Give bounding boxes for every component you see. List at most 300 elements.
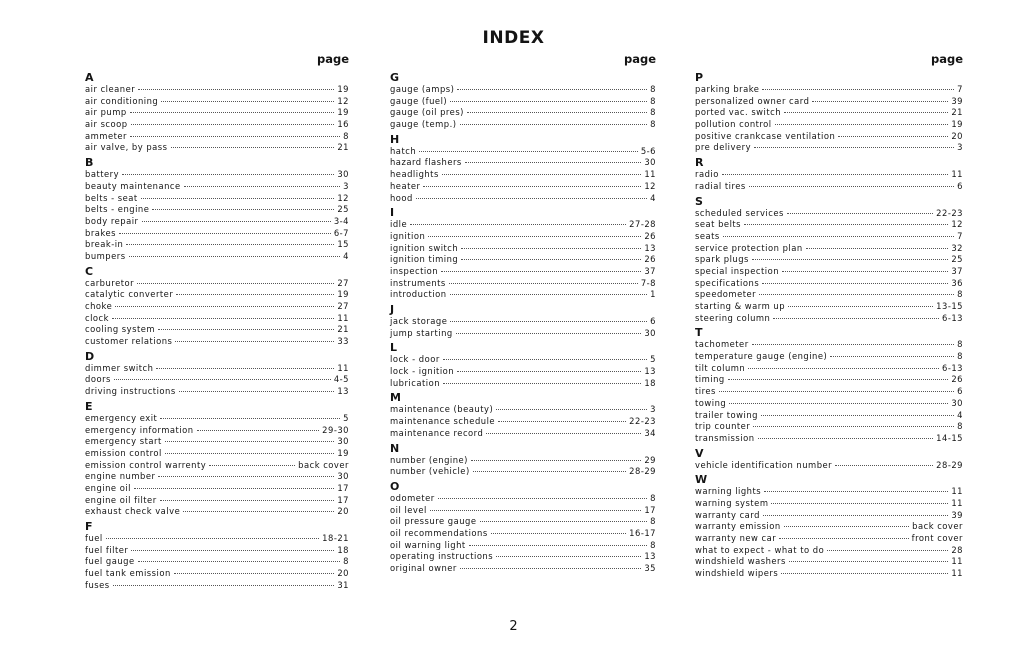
entry-page: 4-5 (333, 374, 349, 385)
entry-label: inspection (390, 265, 439, 276)
index-entry (695, 142, 963, 154)
entry-label: air scoop (85, 119, 128, 130)
entry-page: 6-13 (941, 362, 963, 373)
index-entry (695, 169, 963, 181)
entry-label: fuses (85, 579, 110, 590)
index-entry (85, 568, 349, 580)
dot-leader (744, 224, 948, 225)
section-letter: C (85, 264, 94, 278)
entry-label: gauge (temp.) (390, 119, 457, 130)
index-section (695, 157, 963, 192)
entry-page: 1 (650, 289, 656, 300)
dot-leader (838, 136, 948, 137)
entry-page: 31 (337, 579, 349, 590)
entry-label: clock (85, 312, 110, 323)
dot-leader (764, 491, 948, 492)
entry-label: lock - door (390, 354, 440, 365)
entry-page: 19 (337, 447, 349, 458)
entry-label: emergency exit (85, 412, 158, 423)
index-entry (85, 228, 349, 240)
entry-label: specifications (695, 277, 760, 288)
index-entry (390, 563, 656, 575)
entry-page: 26 (951, 374, 963, 385)
entry-page: 19 (951, 119, 963, 130)
entry-page: 13-15 (936, 301, 963, 311)
dot-leader (784, 526, 909, 527)
entry-label: special inspection (695, 265, 779, 276)
entry-page: 8 (650, 119, 656, 130)
entry-page: 32 (951, 242, 963, 253)
dot-leader (430, 510, 641, 511)
entry-label: starting & warm up (695, 301, 786, 311)
entry-label: beauty maintenance (85, 180, 181, 191)
entry-label: oil warning light (390, 539, 466, 550)
entry-label: gauge (amps) (390, 84, 455, 94)
entry-page: 29-30 (322, 424, 349, 435)
entry-page: 36 (951, 277, 963, 288)
entry-label: radio (695, 169, 719, 180)
entry-page: 17 (337, 494, 349, 505)
entry-page: 20 (337, 506, 349, 517)
index-entry (695, 568, 963, 580)
index-entry (85, 471, 349, 483)
entry-page: 6 (957, 180, 963, 191)
entry-page: 7-8 (640, 277, 656, 288)
entry-page: 12 (337, 192, 349, 203)
entry-label: ignition timing (390, 254, 459, 265)
entry-page: 27 (337, 301, 349, 311)
entry-label: ignition switch (390, 242, 459, 253)
index-section (390, 443, 656, 478)
dot-leader (762, 89, 954, 90)
entry-page: 11 (337, 362, 349, 373)
index-entry (390, 119, 656, 131)
index-entry (85, 483, 349, 495)
index-entry (695, 433, 963, 445)
entry-page: 7 (957, 84, 963, 94)
entry-label: trip counter (695, 421, 751, 432)
entry-page: 27-28 (629, 219, 656, 230)
entry-label: warranty emission (695, 521, 781, 532)
index-entry (695, 131, 963, 143)
index-entry (390, 181, 656, 193)
entry-page: 16 (337, 119, 349, 130)
dot-leader (830, 356, 954, 357)
index-entry (85, 363, 349, 375)
index-entry (390, 278, 656, 290)
index-entry (390, 516, 656, 528)
entry-page: 8 (650, 95, 656, 106)
dot-leader (416, 198, 647, 199)
entry-page: 3-4 (333, 215, 349, 226)
dot-leader (152, 209, 334, 210)
entry-page: 15 (337, 239, 349, 250)
section-letter: A (85, 71, 94, 84)
dot-leader (749, 186, 954, 187)
index-entry (695, 231, 963, 243)
index-entry (85, 204, 349, 216)
dot-leader (410, 224, 626, 225)
index-section (695, 448, 963, 472)
entry-page: 20 (337, 568, 349, 579)
index-entry (695, 266, 963, 278)
entry-label: number (vehicle) (390, 466, 470, 477)
entry-page: back cover (912, 521, 963, 532)
index-section (695, 196, 963, 325)
entry-page: 25 (337, 204, 349, 215)
dot-leader (442, 174, 641, 175)
entry-label: oil recommendations (390, 527, 488, 538)
entry-label: pre delivery (695, 142, 752, 153)
entry-page: 27 (337, 277, 349, 288)
entry-label: seats (695, 230, 720, 241)
index-section (695, 474, 963, 580)
section-letter: P (695, 71, 704, 84)
dot-leader (728, 379, 949, 380)
entry-page: 4 (343, 250, 349, 261)
dot-leader (758, 438, 934, 439)
dot-leader (428, 236, 641, 237)
dot-leader (775, 124, 949, 125)
dot-leader (441, 271, 641, 272)
dot-leader (160, 418, 340, 419)
dot-leader (773, 318, 939, 319)
entry-page: 3 (343, 180, 349, 191)
entry-page: 17 (337, 482, 349, 493)
index-entry (695, 119, 963, 131)
entry-label: radial tires (695, 180, 746, 191)
index-entry (695, 398, 963, 410)
index-entry (695, 254, 963, 266)
dot-leader (160, 500, 335, 501)
index-section (85, 72, 349, 154)
entry-label: battery (85, 169, 120, 180)
index-entry (695, 410, 963, 422)
index-entry (85, 425, 349, 437)
entry-label: warranty card (695, 509, 760, 520)
entry-label: spark plugs (695, 254, 749, 265)
index-entry (695, 498, 963, 510)
entry-label: windshield wipers (695, 568, 779, 579)
dot-leader (161, 101, 334, 102)
dot-leader (788, 306, 933, 307)
section-letter: D (85, 349, 95, 363)
index-entry (390, 96, 656, 108)
index-entry (85, 460, 349, 472)
entry-page: 6 (650, 316, 656, 326)
entry-page: 28-29 (936, 459, 963, 470)
dot-leader (138, 561, 341, 562)
entry-page: 17 (644, 504, 656, 515)
index-entry (695, 339, 963, 351)
section-letter: G (390, 71, 400, 84)
index-entry (695, 386, 963, 398)
index-entry (85, 181, 349, 193)
dot-leader (723, 236, 954, 237)
dot-leader (115, 306, 334, 307)
index-entry (390, 493, 656, 505)
dot-leader (787, 213, 933, 214)
index-entry (85, 119, 349, 131)
index-entry (85, 169, 349, 181)
index-entry (85, 495, 349, 507)
index-section (390, 392, 656, 439)
entry-label: jack storage (390, 316, 448, 326)
entry-page: 21 (337, 142, 349, 153)
index-entry (85, 289, 349, 301)
section-letter: F (85, 520, 93, 533)
entry-page: 28-29 (629, 466, 656, 477)
entry-label: catalytic converter (85, 289, 174, 300)
index-entry (695, 521, 963, 533)
dot-leader (158, 476, 334, 477)
entry-label: steering column (695, 312, 771, 323)
section-letter: N (390, 441, 400, 455)
dot-leader (752, 344, 955, 345)
entry-page: 19 (337, 107, 349, 118)
dot-leader (457, 89, 647, 90)
index-entry (695, 545, 963, 557)
index-entry (390, 551, 656, 563)
entry-page: 30 (337, 471, 349, 482)
dot-leader (754, 147, 954, 148)
entry-page: 20 (951, 130, 963, 141)
entry-page: 29 (644, 454, 656, 465)
entry-label: hood (390, 192, 413, 203)
entry-label: belts - engine (85, 204, 150, 215)
index-entry (390, 428, 656, 440)
dot-leader (496, 556, 641, 557)
entry-page: 26 (644, 254, 656, 265)
dot-leader (471, 460, 641, 461)
dot-leader (469, 545, 647, 546)
index-section (390, 342, 656, 389)
entry-label: tires (695, 386, 716, 397)
entry-page: 13 (644, 242, 656, 253)
entry-page: 30 (337, 169, 349, 180)
dot-leader (119, 233, 331, 234)
index-entry (390, 266, 656, 278)
index-entry (390, 404, 656, 416)
entry-label: speedometer (695, 289, 757, 300)
entry-label: timing (695, 374, 725, 385)
dot-leader (134, 488, 334, 489)
entry-page: 5 (343, 412, 349, 423)
index-entry (390, 366, 656, 378)
index-entry (390, 528, 656, 540)
index-entry (85, 84, 349, 96)
entry-label: parking brake (695, 84, 760, 94)
index-entry (85, 324, 349, 336)
index-entry (390, 416, 656, 428)
entry-label: belts - seat (85, 192, 138, 203)
index-entry (390, 289, 656, 301)
index-entry (695, 208, 963, 220)
entry-label: lock - ignition (390, 366, 455, 377)
dot-leader (480, 521, 648, 522)
entry-page: 25 (951, 254, 963, 265)
index-entry (390, 231, 656, 243)
page-number: 2 (509, 619, 518, 634)
entry-label: warranty new car (695, 533, 777, 543)
dot-leader (450, 321, 647, 322)
entry-label: fuel tank emission (85, 568, 171, 579)
index-entry (695, 313, 963, 325)
index-section (85, 266, 349, 348)
page-column-header: page (930, 52, 963, 66)
index-entry (85, 386, 349, 398)
index-entry (390, 316, 656, 328)
index-entry (390, 219, 656, 231)
dot-leader (779, 538, 908, 539)
section-letter: B (85, 156, 94, 170)
entry-label: body repair (85, 215, 139, 226)
section-letter: L (390, 341, 398, 355)
index-entry (390, 328, 656, 340)
dot-leader (156, 368, 334, 369)
entry-label: original owner (390, 563, 457, 573)
index-section (390, 304, 656, 339)
dot-leader (443, 383, 641, 384)
entry-page: 19 (337, 84, 349, 94)
dot-leader (456, 333, 642, 334)
index-entry (85, 313, 349, 325)
index-entry (390, 243, 656, 255)
dot-leader (498, 421, 626, 422)
dot-leader (141, 198, 335, 199)
index-entry (390, 354, 656, 366)
entry-page: 11 (337, 312, 349, 323)
entry-label: temperature gauge (engine) (695, 351, 828, 362)
index-entry (695, 363, 963, 375)
entry-page: 14-15 (936, 432, 963, 443)
entry-label: emergency information (85, 424, 194, 435)
entry-page: 13 (644, 551, 656, 562)
entry-label: engine oil filter (85, 494, 157, 505)
dot-leader (722, 174, 948, 175)
entry-label: emergency start (85, 436, 162, 447)
index-entry (85, 96, 349, 108)
entry-label: engine number (85, 471, 156, 482)
entry-page: 30 (337, 436, 349, 447)
index-entry (85, 107, 349, 119)
section-letter: V (695, 446, 704, 460)
entry-page: 8 (650, 516, 656, 527)
entry-page: 8 (650, 492, 656, 503)
dot-leader (784, 112, 948, 113)
index-entry (695, 96, 963, 108)
index-entry (390, 455, 656, 467)
index-section (85, 157, 349, 263)
dot-leader (438, 498, 647, 499)
dot-leader (781, 573, 948, 574)
section-letter: R (695, 156, 704, 170)
entry-page: 37 (644, 265, 656, 276)
index-entry (695, 301, 963, 313)
entry-page: 8 (343, 556, 349, 567)
entry-page: 16-17 (629, 527, 656, 538)
entry-page: 8 (343, 130, 349, 141)
dot-leader (753, 426, 954, 427)
entry-label: ported vac. switch (695, 107, 782, 118)
index-entry (85, 239, 349, 251)
entry-page: 8 (957, 289, 963, 300)
index-entry (695, 181, 963, 193)
index-section (390, 134, 656, 204)
index-entry (85, 216, 349, 228)
index-entry (695, 107, 963, 119)
dot-leader (491, 533, 626, 534)
index-entry (85, 251, 349, 263)
dot-leader (467, 112, 647, 113)
dot-leader (762, 283, 948, 284)
entry-label: introduction (390, 289, 447, 300)
index-entry (85, 580, 349, 592)
entry-label: cooling system (85, 324, 156, 335)
dot-leader (165, 441, 335, 442)
index-entry (85, 436, 349, 448)
dot-leader (835, 465, 933, 466)
entry-page: 30 (951, 397, 963, 408)
page-column-header: page (623, 52, 656, 66)
section-letter: I (390, 206, 395, 220)
dot-leader (122, 174, 334, 175)
entry-label: towing (695, 397, 727, 408)
entry-page: 39 (951, 509, 963, 520)
entry-label: scheduled services (695, 207, 784, 218)
dot-leader (460, 568, 641, 569)
dot-leader (129, 256, 341, 257)
index-column-3 (695, 52, 963, 583)
entry-label: maintenance (beauty) (390, 404, 494, 415)
index-entry (85, 413, 349, 425)
index-section (85, 351, 349, 398)
entry-label: ammeter (85, 130, 127, 141)
index-entry (85, 374, 349, 386)
page-column-header: page (316, 52, 349, 66)
index-entry (695, 486, 963, 498)
entry-label: odometer (390, 492, 435, 503)
dot-leader (771, 503, 948, 504)
entry-label: carburetor (85, 277, 135, 288)
dot-leader (759, 294, 954, 295)
entry-page: 11 (951, 169, 963, 180)
entry-page: 30 (644, 327, 656, 338)
index-entry (695, 219, 963, 231)
entry-label: transmission (695, 432, 755, 443)
index-entry (85, 193, 349, 205)
dot-leader (112, 318, 334, 319)
entry-label: personalized owner card (695, 95, 810, 106)
entry-page: 21 (951, 107, 963, 118)
entry-label: hatch (390, 145, 417, 156)
index-section (695, 327, 963, 444)
entry-page: 12 (644, 180, 656, 191)
index-entry (695, 243, 963, 255)
entry-page: 8 (957, 421, 963, 432)
entry-page: 37 (951, 265, 963, 276)
dot-leader (423, 186, 641, 187)
entry-label: maintenance schedule (390, 416, 496, 427)
dot-leader (719, 391, 954, 392)
dot-leader (465, 162, 642, 163)
index-entry (390, 540, 656, 552)
section-letter: J (390, 303, 395, 316)
index-sections (695, 72, 963, 580)
entry-page: 34 (644, 427, 656, 438)
index-entry (390, 84, 656, 96)
dot-leader (419, 151, 638, 152)
